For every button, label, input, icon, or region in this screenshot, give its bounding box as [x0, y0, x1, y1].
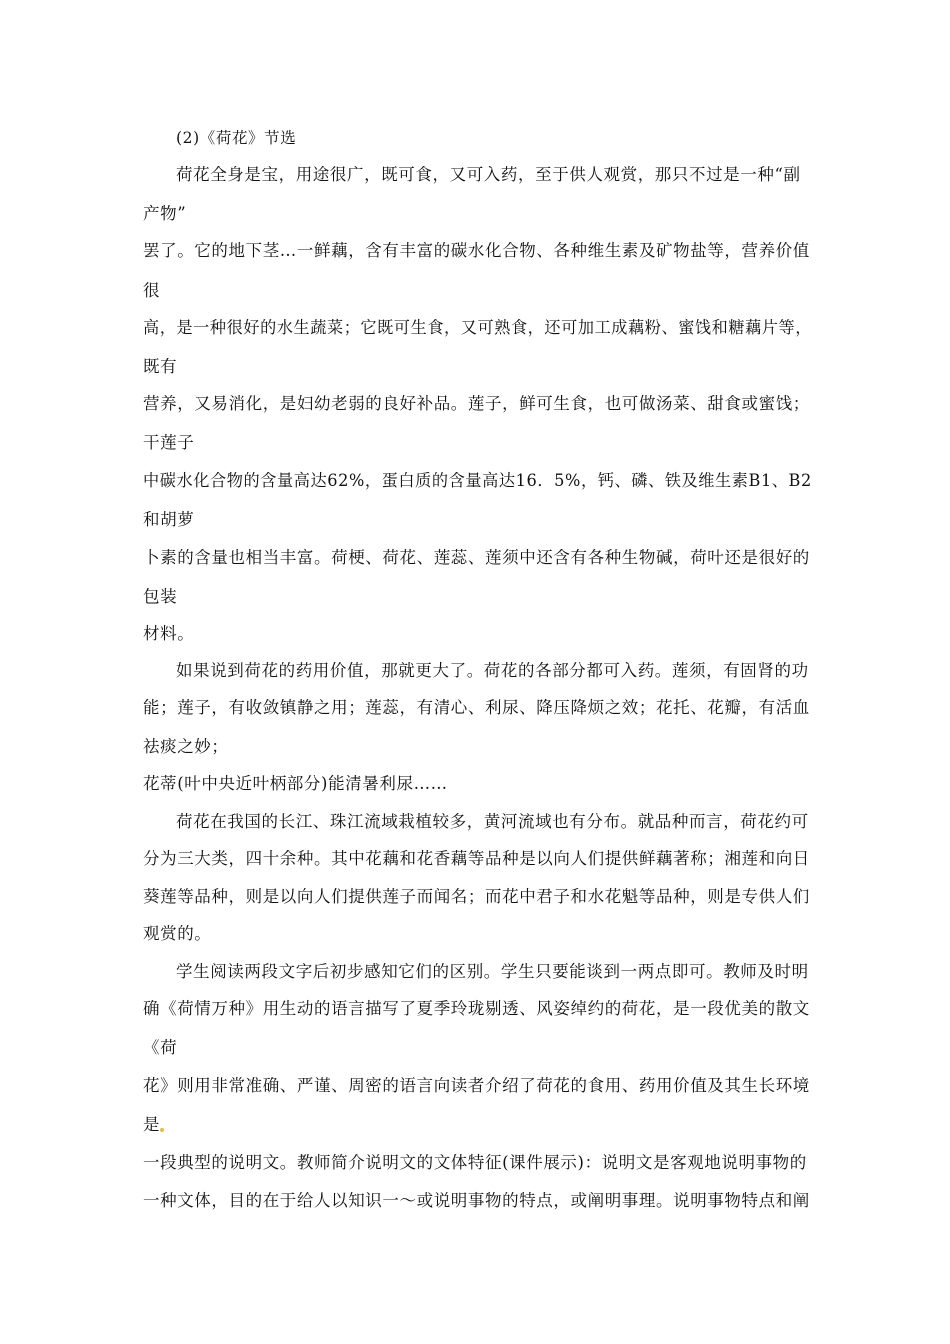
text-line: 分为三大类，四十余种。其中花藕和花香藕等品种是以向人们提供鲜藕著称；湘莲和向日	[143, 849, 810, 868]
text-line: 能；莲子，有收敛镇静之用；莲蕊，有清心、利尿、降压降烦之效；花托、花瓣，有活血	[143, 698, 810, 717]
text-line: 和胡萝	[143, 510, 195, 529]
text-line: 罢了。它的地下茎…一鲜藕，含有丰富的碳水化合物、各种维生素及矿物盐等，营养价值	[143, 241, 810, 260]
text-line: 观赏的。	[143, 924, 212, 943]
text-line: 中碳水化合物的含量高达62%，蛋白质的含量高达16．5%，钙、磷、铁及维生素B1、B2	[143, 471, 812, 490]
text-line: 一段典型的说明文。教师简介说明文的文体特征(课件展示)：说明文是客观地说明事物的	[143, 1153, 807, 1172]
text-line: 高，是一种很好的水生蔬菜；它既可生食，又可熟食，还可加工成藕粉、蜜饯和糖藕片等，	[143, 318, 812, 337]
text-line: 很	[143, 281, 161, 300]
text-line: 确《荷情万种》用生动的语言描写了夏季玲珑剔透、风姿绰约的荷花，是一段优美的散文	[143, 999, 810, 1018]
text-line: 是	[143, 1115, 161, 1134]
text-line: 包装	[143, 587, 178, 606]
text-line: 如果说到荷花的药用价值，那就更大了。荷花的各部分都可入药。莲须，有固肾的功	[176, 661, 809, 680]
text-line: 《荷	[143, 1038, 178, 1057]
text-line: 葵莲等品种，则是以向人们提供莲子而闻名；而花中君子和水花魁等品种，则是专供人们	[143, 887, 810, 906]
section-heading: (2)《荷花》节选	[176, 129, 297, 147]
text-line: 材料。	[143, 624, 195, 643]
text-line: 荷花在我国的长江、珠江流域栽植较多，黄河流域也有分布。就品种而言，荷花约可	[176, 812, 809, 831]
text-line: 卜素的含量也相当丰富。荷梗、荷花、莲蕊、莲须中还含有各种生物碱，荷叶还是很好的	[143, 548, 810, 567]
text-line: 营养，又易消化，是妇幼老弱的良好补品。莲子，鲜可生食，也可做汤菜、甜食或蜜饯；	[143, 394, 810, 413]
text-line: 一种文体，目的在于给人以知识一～或说明事物的特点，或阐明事理。说明事物特点和阐	[143, 1191, 810, 1210]
highlight-dot	[160, 1128, 164, 1132]
text-line: 学生阅读两段文字后初步感知它们的区别。学生只要能谈到一两点即可。教师及时明	[176, 962, 809, 981]
text-line: 祛痰之妙；	[143, 737, 229, 756]
text-line: 荷花全身是宝，用途很广，既可食，又可入药，至于供人观赏，那只不过是一种“副	[176, 165, 801, 184]
text-line: 花蒂(叶中央近叶柄部分)能清暑利尿……	[143, 774, 448, 793]
text-line: 干莲子	[143, 433, 195, 452]
text-line: 产物”	[143, 204, 187, 223]
text-line: 既有	[143, 357, 178, 376]
text-line: 花》则用非常准确、严谨、周密的语言向读者介绍了荷花的食用、药用价值及其生长环境	[143, 1076, 810, 1095]
